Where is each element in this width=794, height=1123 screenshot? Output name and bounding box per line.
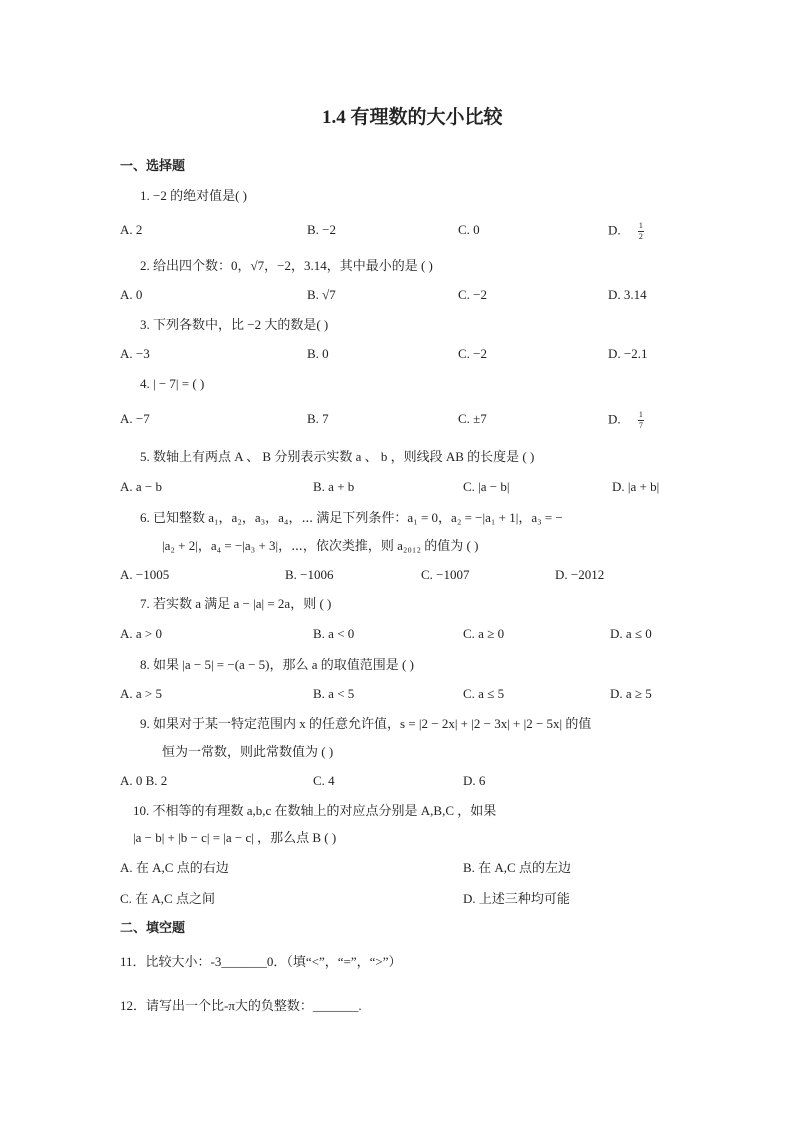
question-9-option-d: D. 6 — [463, 773, 486, 788]
numerator: 1 — [638, 410, 643, 419]
question-12: 12．请写出一个比-π大的负整数：_______. — [120, 998, 362, 1013]
question-1-option-d — [608, 222, 644, 241]
question-5-option-d: D. |a + b| — [612, 479, 660, 494]
question-8-option-b: B. a < 5 — [313, 686, 355, 701]
question-7-stem: 7. 若实数 a 满足 a − |a| = 2a，则 ( ) — [140, 596, 332, 611]
question-8-stem: 8. 如果 |a − 5| = −(a − 5)，那么 a 的取值范围是 ( ) — [140, 657, 414, 672]
question-9-stem-line1: 9. 如果对于某一特定范围内 x 的任意允许值，s = |2 − 2x| + |2 − 3x| + |2 − 5x| 的值 — [140, 716, 592, 731]
denominator: 7 — [638, 421, 643, 430]
question-6-option-d: D. −2012 — [555, 567, 605, 582]
numerator: 1 — [638, 221, 643, 230]
question-8-option-d: D. a ≥ 5 — [610, 686, 652, 701]
question-6-option-a: A. −1005 — [120, 567, 170, 582]
question-3-option-d: D. −2.1 — [608, 346, 648, 361]
question-5-stem: 5. 数轴上有两点 A 、 B 分别表示实数 a 、 b ，则线段 AB 的长度是 ( ) — [140, 449, 535, 464]
question-7-option-c: C. a ≥ 0 — [463, 626, 505, 641]
question-1-option-c: C. 0 — [458, 222, 480, 237]
question-2-option-b: B. √7 — [307, 287, 336, 302]
question-2-stem: 2. 给出四个数：0，√7，−2，3.14，其中最小的是 ( ) — [140, 258, 433, 273]
question-2-option-c: C. −2 — [458, 287, 488, 302]
question-8-option-c: C. a ≤ 5 — [463, 686, 505, 701]
question-10-stem-line1: 10. 不相等的有理数 a,b,c 在数轴上的对应点分别是 A,B,C ，如果 — [133, 803, 497, 818]
question-1-option-b: B. −2 — [307, 222, 337, 237]
question-5-option-b: B. a + b — [313, 479, 355, 494]
option-label: D. — [608, 411, 621, 427]
question-7-option-d: D. a ≤ 0 — [610, 626, 652, 641]
question-2-option-d: D. 3.14 — [608, 287, 647, 302]
question-2-option-a: A. 0 — [120, 287, 143, 302]
question-5-option-a: A. a − b — [120, 479, 162, 494]
question-6-option-b: B. −1006 — [285, 567, 334, 582]
question-4-option-c: C. ±7 — [458, 411, 487, 426]
question-6-stem-line1: 6. 已知整数 a₁，a₂，a₃，a₄，⋯ 满足下列条件：a₁ = 0，a₂ = −|a₁ + 1|，a₃ = − — [140, 510, 563, 525]
question-3-stem: 3. 下列各数中，比 −2 大的数是( ) — [140, 317, 329, 332]
question-1-stem: 1. −2 的绝对值是( ) — [140, 188, 247, 203]
option-label: D. — [608, 222, 621, 238]
question-4-option-a: A. −7 — [120, 411, 150, 426]
section-heading-fill-blank: 二、填空题 — [120, 920, 186, 935]
question-10-option-b: B. 在 A,C 点的左边 — [463, 860, 571, 875]
question-10-stem-line2: |a − b| + |b − c| = |a − c| ，那么点 B ( ) — [133, 830, 337, 845]
fraction — [638, 222, 644, 241]
question-9-option-c: C. 4 — [313, 773, 335, 788]
question-7-option-a: A. a > 0 — [120, 626, 162, 641]
page-title: 1.4 有理数的大小比较 — [322, 107, 503, 128]
question-4-stem: 4. | − 7| = ( ) — [140, 376, 205, 391]
question-3-option-c: C. −2 — [458, 346, 488, 361]
question-5-option-c: C. |a − b| — [463, 479, 510, 494]
question-6-stem-line2: |a₂ + 2|，a₄ = −|a₃ + 3|，⋯，依次类推，则 a₂₀₁₂ 的值为 ( ) — [162, 538, 479, 553]
section-heading-choice: 一、选择题 — [120, 158, 186, 173]
question-3-option-a: A. −3 — [120, 346, 150, 361]
question-4-option-d — [608, 411, 644, 430]
question-10-option-d: D. 上述三种均可能 — [463, 891, 570, 906]
question-8-option-a: A. a > 5 — [120, 686, 162, 701]
question-10-option-a: A. 在 A,C 点的右边 — [120, 860, 229, 875]
question-9-stem-line2: 恒为一常数，则此常数值为 ( ) — [162, 744, 334, 759]
question-6-option-c: C. −1007 — [421, 567, 470, 582]
question-4-option-b: B. 7 — [307, 411, 329, 426]
denominator: 2 — [638, 232, 643, 241]
question-7-option-b: B. a < 0 — [313, 626, 355, 641]
question-1-option-a: A. 2 — [120, 222, 143, 237]
question-9-options-a-b: A. 0 B. 2 — [120, 773, 168, 788]
question-10-option-c: C. 在 A,C 点之间 — [120, 891, 215, 906]
question-11: 11．比较大小：-3_______0．（填“<”，“=”，“>”） — [120, 954, 402, 969]
question-3-option-b: B. 0 — [307, 346, 329, 361]
fraction — [638, 411, 644, 430]
